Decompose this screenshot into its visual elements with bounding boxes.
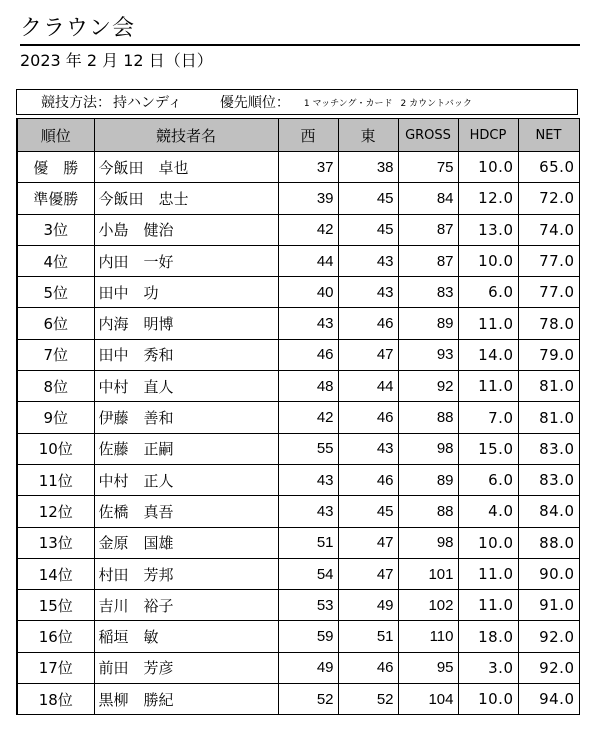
player-name-cell: 中村 正人	[94, 464, 278, 495]
table-row	[17, 183, 579, 214]
col-header-east: 東	[338, 119, 398, 152]
gross-score-cell: 83	[398, 277, 458, 308]
col-header-gross: GROSS	[398, 119, 458, 152]
east-score-cell: 38	[338, 152, 398, 183]
net-score-cell: 77.0	[518, 245, 579, 276]
net-score-cell: 79.0	[518, 339, 579, 370]
gross-score-cell: 88	[398, 402, 458, 433]
rank-cell: 14位	[17, 558, 94, 589]
east-score-cell: 47	[338, 558, 398, 589]
player-name-cell: 佐橋 真吾	[94, 496, 278, 527]
table-row	[17, 558, 579, 589]
rank-cell: 4位	[17, 245, 94, 276]
rank-cell: 15位	[17, 590, 94, 621]
hdcp-cell: 10.0	[458, 245, 518, 276]
hdcp-cell: 12.0	[458, 183, 518, 214]
gross-score-cell: 102	[398, 590, 458, 621]
table-row	[17, 245, 579, 276]
gross-score-cell: 92	[398, 371, 458, 402]
method-label: 競技方法：	[41, 95, 111, 111]
gross-score-cell: 75	[398, 152, 458, 183]
player-name-cell: 佐藤 正嗣	[94, 433, 278, 464]
east-score-cell: 44	[338, 371, 398, 402]
table-row	[17, 433, 579, 464]
hdcp-cell: 11.0	[458, 371, 518, 402]
east-score-cell: 46	[338, 308, 398, 339]
west-score-cell: 37	[278, 152, 338, 183]
player-name-cell: 田中 秀和	[94, 339, 278, 370]
net-score-cell: 90.0	[518, 558, 579, 589]
net-score-cell: 92.0	[518, 621, 579, 652]
gross-score-cell: 87	[398, 214, 458, 245]
east-score-cell: 43	[338, 277, 398, 308]
table-row	[17, 371, 579, 402]
table-row	[17, 339, 579, 370]
col-header-hdcp: HDCP	[458, 119, 518, 152]
col-header-rank: 順位	[17, 119, 94, 152]
player-name-cell: 黒柳 勝紀	[94, 684, 278, 715]
east-score-cell: 43	[338, 433, 398, 464]
east-score-cell: 49	[338, 590, 398, 621]
player-name-cell: 前田 芳彦	[94, 652, 278, 683]
hdcp-cell: 11.0	[458, 558, 518, 589]
method-value: 持ハンディ	[113, 95, 182, 111]
rank-cell: 優 勝	[17, 152, 94, 183]
net-score-cell: 83.0	[518, 464, 579, 495]
hdcp-cell: 7.0	[458, 402, 518, 433]
west-score-cell: 43	[278, 464, 338, 495]
net-score-cell: 72.0	[518, 183, 579, 214]
player-name-cell: 中村 直人	[94, 371, 278, 402]
table-row	[17, 684, 579, 715]
east-score-cell: 52	[338, 684, 398, 715]
hdcp-cell: 18.0	[458, 621, 518, 652]
net-score-cell: 81.0	[518, 371, 579, 402]
player-name-cell: 吉川 裕子	[94, 590, 278, 621]
west-score-cell: 49	[278, 652, 338, 683]
net-score-cell: 92.0	[518, 652, 579, 683]
gross-score-cell: 98	[398, 433, 458, 464]
gross-score-cell: 88	[398, 496, 458, 527]
net-score-cell: 81.0	[518, 402, 579, 433]
east-score-cell: 46	[338, 464, 398, 495]
net-score-cell: 74.0	[518, 214, 579, 245]
table-row	[17, 308, 579, 339]
rank-cell: 11位	[17, 464, 94, 495]
east-score-cell: 47	[338, 339, 398, 370]
rank-cell: 16位	[17, 621, 94, 652]
priority-1: 1 マッチング・カード	[303, 98, 393, 109]
gross-score-cell: 95	[398, 652, 458, 683]
west-score-cell: 55	[278, 433, 338, 464]
table-row	[17, 621, 579, 652]
rank-cell: 5位	[17, 277, 94, 308]
table-row	[17, 152, 579, 183]
rank-cell: 8位	[17, 371, 94, 402]
rank-cell: 13位	[17, 527, 94, 558]
table-row	[17, 464, 579, 495]
rank-cell: 3位	[17, 214, 94, 245]
net-score-cell: 65.0	[518, 152, 579, 183]
west-score-cell: 54	[278, 558, 338, 589]
rank-cell: 9位	[17, 402, 94, 433]
east-score-cell: 51	[338, 621, 398, 652]
player-name-cell: 稲垣 敏	[94, 621, 278, 652]
hdcp-cell: 6.0	[458, 277, 518, 308]
hdcp-cell: 10.0	[458, 152, 518, 183]
east-score-cell: 47	[338, 527, 398, 558]
table-row	[17, 214, 579, 245]
header-row	[17, 119, 579, 152]
conditions-bar	[16, 89, 578, 115]
col-header-west: 西	[278, 119, 338, 152]
hdcp-cell: 11.0	[458, 308, 518, 339]
col-header-net: NET	[518, 119, 579, 152]
hdcp-cell: 3.0	[458, 652, 518, 683]
player-name-cell: 内田 一好	[94, 245, 278, 276]
hdcp-cell: 4.0	[458, 496, 518, 527]
west-score-cell: 48	[278, 371, 338, 402]
east-score-cell: 43	[338, 245, 398, 276]
gross-score-cell: 104	[398, 684, 458, 715]
hdcp-cell: 6.0	[458, 464, 518, 495]
east-score-cell: 45	[338, 496, 398, 527]
net-score-cell: 88.0	[518, 527, 579, 558]
col-header-name: 競技者名	[94, 119, 278, 152]
table-row	[17, 496, 579, 527]
west-score-cell: 59	[278, 621, 338, 652]
player-name-cell: 村田 芳邦	[94, 558, 278, 589]
east-score-cell: 45	[338, 183, 398, 214]
rank-cell: 7位	[17, 339, 94, 370]
net-score-cell: 94.0	[518, 684, 579, 715]
player-name-cell: 小島 健治	[94, 214, 278, 245]
west-score-cell: 39	[278, 183, 338, 214]
gross-score-cell: 89	[398, 308, 458, 339]
west-score-cell: 52	[278, 684, 338, 715]
player-name-cell: 伊藤 善和	[94, 402, 278, 433]
hdcp-cell: 10.0	[458, 684, 518, 715]
rank-cell: 17位	[17, 652, 94, 683]
hdcp-cell: 10.0	[458, 527, 518, 558]
rank-cell: 12位	[17, 496, 94, 527]
hdcp-cell: 14.0	[458, 339, 518, 370]
west-score-cell: 51	[278, 527, 338, 558]
west-score-cell: 42	[278, 402, 338, 433]
gross-score-cell: 93	[398, 339, 458, 370]
hdcp-cell: 11.0	[458, 590, 518, 621]
player-name-cell: 今飯田 卓也	[94, 152, 278, 183]
east-score-cell: 46	[338, 402, 398, 433]
west-score-cell: 43	[278, 308, 338, 339]
results-table	[16, 118, 580, 715]
west-score-cell: 43	[278, 496, 338, 527]
net-score-cell: 77.0	[518, 277, 579, 308]
table-row	[17, 652, 579, 683]
table-row	[17, 402, 579, 433]
table-row	[17, 527, 579, 558]
net-score-cell: 91.0	[518, 590, 579, 621]
gross-score-cell: 89	[398, 464, 458, 495]
gross-score-cell: 98	[398, 527, 458, 558]
west-score-cell: 53	[278, 590, 338, 621]
east-score-cell: 46	[338, 652, 398, 683]
net-score-cell: 83.0	[518, 433, 579, 464]
gross-score-cell: 110	[398, 621, 458, 652]
gross-score-cell: 101	[398, 558, 458, 589]
table-row	[17, 277, 579, 308]
hdcp-cell: 15.0	[458, 433, 518, 464]
gross-score-cell: 87	[398, 245, 458, 276]
player-name-cell: 今飯田 忠士	[94, 183, 278, 214]
event-date: 2023 年 2 月 12 日（日）	[20, 51, 213, 70]
rank-cell: 18位	[17, 684, 94, 715]
west-score-cell: 40	[278, 277, 338, 308]
net-score-cell: 84.0	[518, 496, 579, 527]
priority-2: 2 カウントバック	[400, 98, 472, 109]
west-score-cell: 42	[278, 214, 338, 245]
player-name-cell: 田中 功	[94, 277, 278, 308]
west-score-cell: 44	[278, 245, 338, 276]
gross-score-cell: 84	[398, 183, 458, 214]
rank-cell: 6位	[17, 308, 94, 339]
hdcp-cell: 13.0	[458, 214, 518, 245]
table-row	[17, 590, 579, 621]
priority-label: 優先順位：	[219, 95, 290, 111]
west-score-cell: 46	[278, 339, 338, 370]
rank-cell: 準優勝	[17, 183, 94, 214]
player-name-cell: 金原 国雄	[94, 527, 278, 558]
net-score-cell: 78.0	[518, 308, 579, 339]
east-score-cell: 45	[338, 214, 398, 245]
page-title: クラウン会	[20, 14, 580, 46]
player-name-cell: 内海 明博	[94, 308, 278, 339]
rank-cell: 10位	[17, 433, 94, 464]
